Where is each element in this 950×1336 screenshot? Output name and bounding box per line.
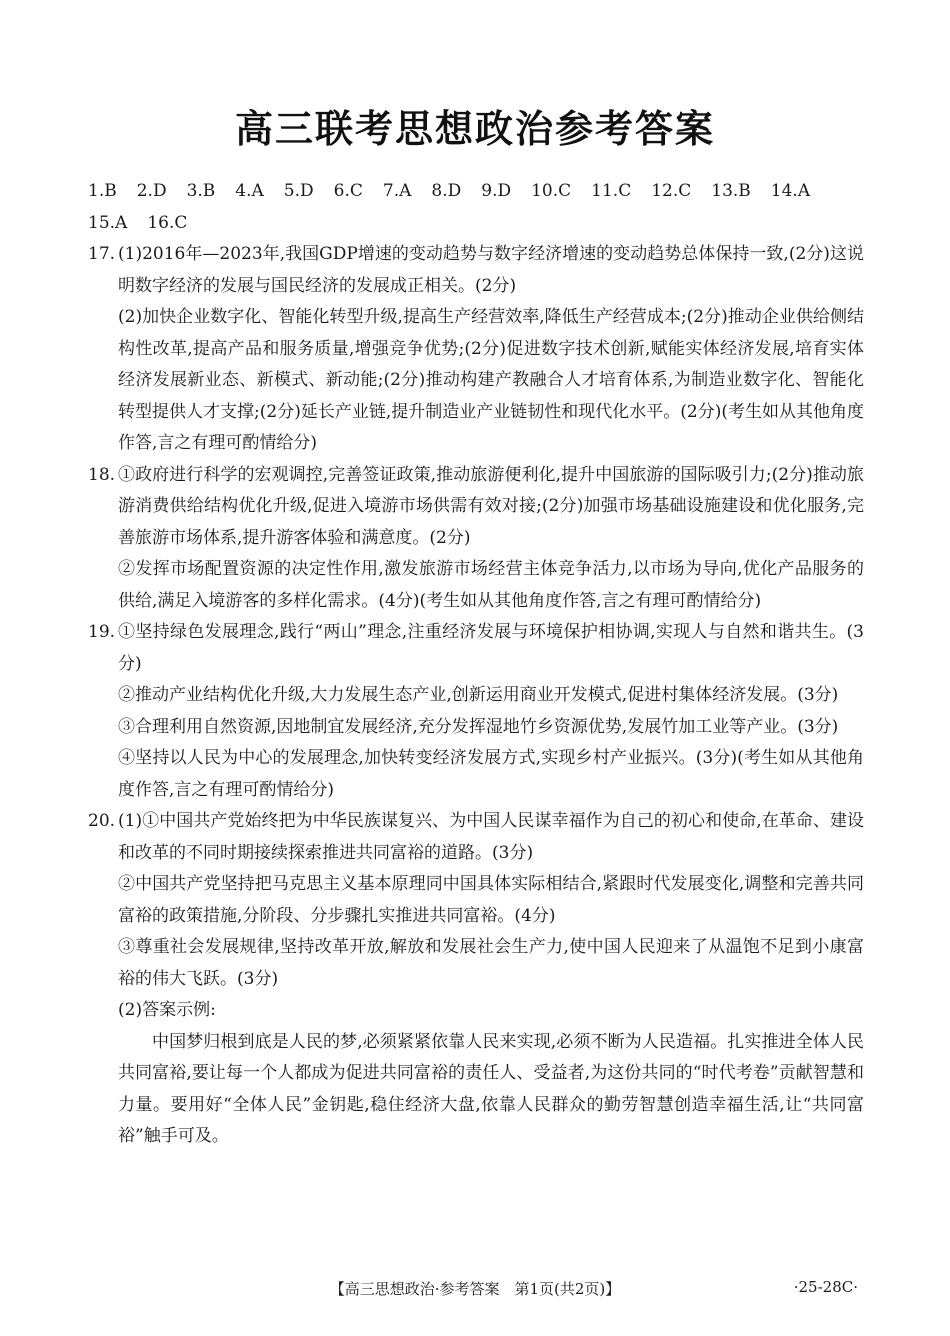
choice-answer: 10.C	[531, 181, 572, 201]
choice-answer: 7.A	[382, 181, 412, 201]
page-footer	[0, 1278, 950, 1302]
choice-answer: 11.C	[591, 181, 632, 201]
answer-paragraph: (2)加快企业数字化、智能化转型升级,提高生产经营效率,降低生产经营成本;(2分)推动企业供给侧结构性改革,提高产品和服务质量,增强竞争优势;(2分)促进数字技术创新,赋能实体经济发展,培育实体经济发展新业态、新模式、新动能;(2分)推动构建产教融合人才培育体系,为制造业数字化、智能化转型提供人才支撑;(2分)延长产业链,提升制造业产业链韧性和现代化水平。(2分)(考生如从其他角度作答,言之有理可酌情给分)	[118, 307, 864, 453]
answer-paragraph: ③尊重社会发展规律,坚持改革开放,解放和发展社会生产力,使中国人民迎来了从温饱不足到小康富裕的伟大飞跃。(3分)	[118, 937, 864, 989]
choice-answer: 9.D	[481, 181, 512, 201]
question-20	[88, 806, 864, 1153]
question-number: 17.	[88, 244, 116, 264]
answer-paragraph: ②推动产业结构优化升级,大力发展生态产业,创新运用商业开发模式,促进村集体经济发展。(3分)	[118, 685, 839, 705]
choice-answers	[88, 176, 864, 239]
choice-answer: 13.B	[711, 181, 751, 201]
choice-answer: 2.D	[136, 181, 167, 201]
answer-paragraph: (1)①中国共产党始终把为中华民族谋复兴、为中国人民谋幸福作为自己的初心和使命,在革命、建设和改革的不同时期接续探索推进共同富裕的道路。(3分)	[118, 811, 864, 863]
choice-answer: 3.B	[186, 181, 216, 201]
answer-content	[88, 176, 864, 1153]
answer-paragraph: ④坚持以人民为中心的发展理念,加快转变经济发展方式,实现乡村产业振兴。(3分)(考生如从其他角度作答,言之有理可酌情给分)	[118, 748, 864, 800]
choice-answer: 8.D	[431, 181, 462, 201]
answer-paragraph: ①政府进行科学的宏观调控,完善签证政策,推动旅游便利化,提升中国旅游的国际吸引力;(2分)推动旅游消费供给结构优化升级,促进入境游市场供需有效对接;(2分)加强市场基础设施建设和优化服务,完善旅游市场体系,提升游客体验和满意度。(2分)	[118, 464, 864, 548]
answer-paragraph: ①坚持绿色发展理念,践行“两山”理念,注重经济发展与环境保护相协调,实现人与自然和谐共生。(3分)	[118, 622, 864, 674]
choice-answer: 16.C	[147, 212, 188, 233]
answer-paragraph: (1)2016年—2023年,我国GDP增速的变动趋势与数字经济增速的变动趋势总体保持一致,(2分)这说明数字经济的发展与国民经济的发展成正相关。(2分)	[118, 244, 864, 296]
question-number: 18.	[88, 464, 116, 485]
choice-answer: 4.A	[235, 181, 264, 201]
question-17	[88, 239, 864, 460]
page-title: 高三联考思想政治参考答案	[234, 107, 715, 151]
question-18	[88, 460, 864, 618]
choice-answer: 14.A	[770, 181, 811, 201]
choice-answer: 15.A	[88, 212, 128, 233]
answer-paragraph: ②发挥市场配置资源的决定性作用,激发旅游市场经营主体竞争活力,以市场为导向,优化产品服务的供给,满足入境游客的多样化需求。(4分)(考生如从其他角度作答,言之有理可酌情给分)	[118, 559, 864, 611]
answer-paragraph: ②中国共产党坚持把马克思主义基本原理同中国具体实际相结合,紧跟时代发展变化,调整和完善共同富裕的政策措施,分阶段、分步骤扎实推进共同富裕。(4分)	[118, 874, 864, 926]
sample-essay: 中国梦归根到底是人民的梦,必须紧紧依靠人民来实现,必须不断为人民造福。扎实推进全体人民共同富裕,要让每一个人都成为促进共同富裕的责任人、受益者,为这份共同的“时代考卷”贡献智慧和力量。要用好“全体人民”金钥匙,稳住经济大盘,依靠人民群众的勤劳智慧创造幸福生活,让“共同富裕”触手可及。	[118, 1031, 864, 1146]
answer-paragraph: ③合理利用自然资源,因地制宜发展经济,充分发挥湿地竹乡资源优势,发展竹加工业等产业。(3分)	[118, 716, 839, 737]
question-number: 20.	[88, 811, 116, 831]
footer-page-info: 【高三思想政治·参考答案 第1页(共2页)】	[329, 1280, 621, 1298]
choice-answer: 5.D	[283, 181, 314, 201]
question-19	[88, 617, 864, 806]
choice-answer: 12.C	[651, 181, 692, 201]
choice-answer: 6.C	[333, 181, 363, 201]
choice-answer: 1.B	[88, 181, 117, 201]
answer-paragraph: (2)答案示例:	[118, 1000, 216, 1020]
question-number: 19.	[88, 622, 116, 642]
footer-code: ·25-28C·	[793, 1278, 858, 1296]
